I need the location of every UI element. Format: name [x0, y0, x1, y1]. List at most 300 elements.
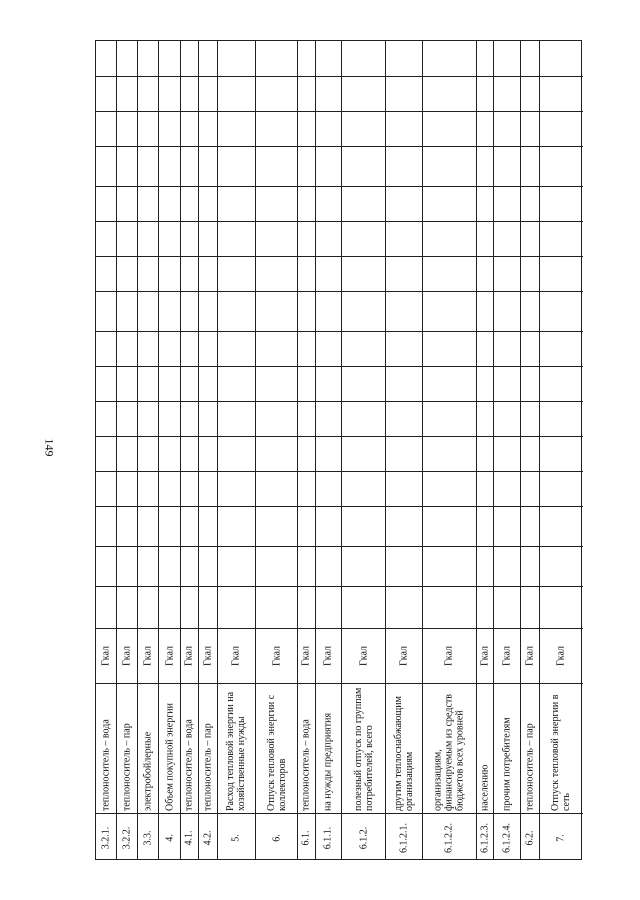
grid-line [218, 366, 255, 367]
grid-line [159, 146, 180, 147]
grid-line [256, 291, 297, 292]
unit-text: Гкал [100, 645, 112, 667]
grid-line [199, 471, 217, 472]
grid-line [316, 76, 342, 77]
number-text: 5. [230, 833, 242, 842]
grid-line [386, 401, 421, 402]
unit-cell [477, 628, 493, 683]
unit-text: Гкал [121, 645, 133, 667]
grid-line [181, 111, 197, 112]
grid-line [256, 546, 297, 547]
grid-line [298, 331, 314, 332]
grid-line [117, 586, 137, 587]
table-row [138, 41, 159, 859]
grid-line [159, 471, 180, 472]
unit-text: Гкал [183, 645, 195, 667]
name-text: Отпуск тепловой энергии в сеть [550, 693, 573, 811]
grid-line [540, 186, 583, 187]
grid-line [181, 586, 197, 587]
grid-line [181, 146, 197, 147]
grid-line [298, 546, 314, 547]
grid-line [477, 546, 493, 547]
name-text: теплоноситель – пар [202, 722, 214, 811]
grid-line [138, 221, 158, 222]
grid-line [316, 111, 342, 112]
grid-line [540, 546, 583, 547]
grid-line [423, 546, 476, 547]
name-text: теплоноситель – вода [183, 718, 195, 811]
grid-line [138, 111, 158, 112]
grid-line [521, 366, 539, 367]
grid-line [316, 401, 342, 402]
grid-line [423, 146, 476, 147]
grid-line [477, 366, 493, 367]
name-text: другим теплоснабжающим организациям [393, 695, 416, 811]
grid-line [298, 366, 314, 367]
grid-line [199, 586, 217, 587]
grid-line [423, 331, 476, 332]
grid-line [477, 111, 493, 112]
name-text: теплоноситель – пар [524, 722, 536, 811]
grid-line [477, 221, 493, 222]
number-text: 4.1. [183, 830, 195, 845]
grid-line [316, 506, 342, 507]
grid-line [218, 586, 255, 587]
grid-line [96, 221, 116, 222]
grid-line [218, 76, 255, 77]
number-cell [218, 813, 255, 861]
number-text: 3.2.1. [100, 826, 112, 849]
number-cell [477, 813, 493, 861]
unit-cell [521, 628, 539, 683]
grid-line [159, 506, 180, 507]
grid-line [138, 436, 158, 437]
grid-line [316, 146, 342, 147]
grid-line [494, 546, 520, 547]
name-cell [521, 683, 539, 813]
grid-line [117, 186, 137, 187]
number-text: 6.1.2. [358, 826, 370, 849]
grid-line [96, 331, 116, 332]
grid-line [316, 366, 342, 367]
unit-text: Гкал [398, 645, 410, 667]
name-text: теплоноситель – вода [100, 718, 112, 811]
name-cell [218, 683, 255, 813]
number-cell [423, 813, 476, 861]
number-text: 6.1.1. [322, 826, 334, 849]
grid-line [423, 111, 476, 112]
grid-line [159, 291, 180, 292]
grid-line [386, 436, 421, 437]
grid-line [540, 76, 583, 77]
grid-line [298, 436, 314, 437]
grid-line [423, 436, 476, 437]
unit-cell [218, 628, 255, 683]
grid-line [423, 256, 476, 257]
number-cell [342, 813, 385, 861]
grid-line [96, 506, 116, 507]
name-text: полезный отпуск по группам потребителей, всего [352, 687, 375, 811]
grid-line [298, 76, 314, 77]
grid-line [477, 436, 493, 437]
name-text: теплоноситель – вода [300, 718, 312, 811]
grid-line [159, 256, 180, 257]
grid-line [138, 471, 158, 472]
grid-line [218, 111, 255, 112]
unit-cell [117, 628, 137, 683]
grid-line [521, 471, 539, 472]
grid-line [138, 186, 158, 187]
grid-line [96, 111, 116, 112]
grid-line [117, 366, 137, 367]
grid-line [298, 186, 314, 187]
number-cell [117, 813, 137, 861]
grid-line [218, 331, 255, 332]
grid-line [96, 146, 116, 147]
grid-line [494, 471, 520, 472]
grid-line [159, 331, 180, 332]
unit-cell [540, 628, 583, 683]
grid-line [159, 221, 180, 222]
grid-line [218, 146, 255, 147]
number-cell [256, 813, 297, 861]
grid-line [540, 146, 583, 147]
name-cell [342, 683, 385, 813]
unit-text: Гкал [322, 645, 334, 667]
grid-line [494, 506, 520, 507]
grid-line [199, 506, 217, 507]
grid-line [494, 586, 520, 587]
number-text: 3.2.2. [121, 826, 133, 849]
grid-line [218, 436, 255, 437]
grid-line [96, 586, 116, 587]
grid-line [138, 401, 158, 402]
grid-line [477, 256, 493, 257]
unit-text: Гкал [300, 645, 312, 667]
grid-line [96, 256, 116, 257]
name-cell [138, 683, 158, 813]
number-text: 6.1. [300, 830, 312, 845]
grid-line [117, 146, 137, 147]
grid-line [521, 76, 539, 77]
grid-line [181, 436, 197, 437]
name-cell [181, 683, 197, 813]
number-cell [138, 813, 158, 861]
number-cell [96, 813, 116, 861]
grid-line [256, 436, 297, 437]
grid-line [316, 186, 342, 187]
grid-line [342, 506, 385, 507]
grid-line [256, 221, 297, 222]
unit-text: Гкал [271, 645, 283, 667]
grid-line [117, 471, 137, 472]
unit-cell [298, 628, 314, 683]
grid-line [477, 506, 493, 507]
grid-line [521, 506, 539, 507]
number-cell [199, 813, 217, 861]
name-text: прочим потребителям [501, 716, 513, 811]
table-row [540, 41, 583, 859]
grid-line [316, 291, 342, 292]
name-cell [423, 683, 476, 813]
table-row [521, 41, 540, 859]
unit-cell [423, 628, 476, 683]
grid-line [298, 291, 314, 292]
grid-line [199, 221, 217, 222]
number-text: 4.2. [202, 830, 214, 845]
name-cell [386, 683, 421, 813]
grid-line [199, 76, 217, 77]
grid-line [96, 366, 116, 367]
grid-line [342, 401, 385, 402]
unit-text: Гкал [142, 645, 154, 667]
table-row [181, 41, 198, 859]
grid-line [540, 256, 583, 257]
table-row [256, 41, 298, 859]
name-text: организациям, финансируемым из средств бюджетов всех уровней [432, 693, 466, 811]
grid-line [477, 331, 493, 332]
grid-line [342, 186, 385, 187]
table-row [199, 41, 218, 859]
unit-text: Гкал [501, 645, 513, 667]
grid-line [181, 366, 197, 367]
grid-line [342, 111, 385, 112]
grid-line [423, 76, 476, 77]
table-row [342, 41, 386, 859]
grid-line [181, 506, 197, 507]
number-cell [494, 813, 520, 861]
unit-text: Гкал [443, 645, 455, 667]
name-cell [96, 683, 116, 813]
grid-line [342, 366, 385, 367]
grid-line [386, 506, 421, 507]
grid-line [386, 256, 421, 257]
grid-line [256, 111, 297, 112]
grid-line [316, 436, 342, 437]
grid-line [342, 256, 385, 257]
grid-line [117, 506, 137, 507]
name-cell [494, 683, 520, 813]
grid-line [423, 221, 476, 222]
unit-text: Гкал [555, 645, 567, 667]
grid-line [159, 436, 180, 437]
number-cell [386, 813, 421, 861]
grid-line [477, 146, 493, 147]
grid-line [117, 546, 137, 547]
grid-line [159, 366, 180, 367]
number-cell [298, 813, 314, 861]
grid-line [540, 111, 583, 112]
grid-line [342, 436, 385, 437]
grid-line [342, 471, 385, 472]
grid-line [256, 76, 297, 77]
grid-line [521, 331, 539, 332]
unit-cell [256, 628, 297, 683]
grid-line [138, 76, 158, 77]
grid-line [494, 146, 520, 147]
grid-line [117, 76, 137, 77]
grid-line [342, 291, 385, 292]
name-cell [477, 683, 493, 813]
grid-line [218, 256, 255, 257]
grid-line [199, 436, 217, 437]
number-cell [181, 813, 197, 861]
grid-line [199, 401, 217, 402]
unit-cell [159, 628, 180, 683]
grid-line [199, 186, 217, 187]
number-text: 3.3. [142, 830, 154, 845]
grid-line [159, 401, 180, 402]
grid-line [117, 291, 137, 292]
grid-line [181, 186, 197, 187]
grid-line [256, 586, 297, 587]
grid-line [199, 256, 217, 257]
grid-line [256, 506, 297, 507]
grid-line [494, 76, 520, 77]
grid-line [342, 331, 385, 332]
grid-line [342, 546, 385, 547]
grid-line [423, 586, 476, 587]
grid-line [342, 221, 385, 222]
grid-line [342, 76, 385, 77]
unit-cell [199, 628, 217, 683]
table-row [96, 41, 117, 859]
grid-line [218, 506, 255, 507]
unit-text: Гкал [202, 645, 214, 667]
grid-line [138, 506, 158, 507]
unit-cell [316, 628, 342, 683]
unit-text: Гкал [524, 645, 536, 667]
grid-line [540, 586, 583, 587]
grid-line [256, 401, 297, 402]
number-text: 6.1.2.1. [398, 822, 410, 853]
grid-line [181, 331, 197, 332]
table-row [117, 41, 138, 859]
grid-line [138, 546, 158, 547]
grid-line [218, 291, 255, 292]
grid-line [494, 256, 520, 257]
grid-line [342, 146, 385, 147]
grid-line [96, 291, 116, 292]
grid-line [199, 146, 217, 147]
grid-line [159, 546, 180, 547]
table-row [423, 41, 477, 859]
grid-line [386, 586, 421, 587]
grid-line [117, 221, 137, 222]
grid-line [386, 111, 421, 112]
grid-line [540, 471, 583, 472]
grid-line [521, 586, 539, 587]
grid-line [521, 221, 539, 222]
grid-line [316, 471, 342, 472]
grid-line [386, 291, 421, 292]
grid-line [521, 436, 539, 437]
grid-line [477, 401, 493, 402]
grid-line [181, 291, 197, 292]
name-cell [316, 683, 342, 813]
name-cell [199, 683, 217, 813]
grid-line [540, 291, 583, 292]
grid-line [218, 471, 255, 472]
grid-line [159, 111, 180, 112]
name-text: Расход тепловой энергии на хозяйственные нужды [225, 691, 248, 811]
grid-line [96, 401, 116, 402]
grid-line [494, 401, 520, 402]
table-row [477, 41, 494, 859]
grid-line [256, 331, 297, 332]
grid-line [477, 586, 493, 587]
grid-line [386, 366, 421, 367]
name-text: теплоноситель – пар [121, 722, 133, 811]
grid-line [181, 221, 197, 222]
grid-line [218, 186, 255, 187]
grid-line [181, 471, 197, 472]
grid-line [298, 221, 314, 222]
grid-line [181, 401, 197, 402]
grid-line [521, 401, 539, 402]
grid-line [423, 506, 476, 507]
grid-line [494, 436, 520, 437]
grid-line [138, 291, 158, 292]
grid-line [477, 291, 493, 292]
name-text: электробойлерные [142, 731, 154, 811]
grid-line [256, 146, 297, 147]
grid-line [298, 146, 314, 147]
grid-line [96, 436, 116, 437]
grid-line [199, 366, 217, 367]
grid-line [540, 221, 583, 222]
grid-line [181, 256, 197, 257]
grid-line [117, 256, 137, 257]
grid-line [117, 331, 137, 332]
number-text: 6.1.2.4. [501, 822, 513, 853]
grid-line [256, 366, 297, 367]
grid-line [316, 586, 342, 587]
unit-cell [494, 628, 520, 683]
grid-line [199, 331, 217, 332]
grid-line [181, 546, 197, 547]
number-cell [316, 813, 342, 861]
grid-line [316, 331, 342, 332]
grid-line [298, 471, 314, 472]
name-cell [298, 683, 314, 813]
grid-line [298, 256, 314, 257]
grid-line [477, 76, 493, 77]
unit-text: Гкал [479, 645, 491, 667]
grid-line [494, 331, 520, 332]
number-text: 6.1.2.2. [443, 822, 455, 853]
grid-line [256, 256, 297, 257]
grid-line [181, 76, 197, 77]
grid-line [494, 366, 520, 367]
grid-line [386, 146, 421, 147]
grid-line [423, 366, 476, 367]
grid-line [138, 146, 158, 147]
grid-line [521, 546, 539, 547]
grid-line [218, 546, 255, 547]
grid-line [218, 401, 255, 402]
unit-cell [138, 628, 158, 683]
name-cell [256, 683, 297, 813]
unit-cell [181, 628, 197, 683]
name-cell [159, 683, 180, 813]
grid-line [138, 366, 158, 367]
table-row [159, 41, 181, 859]
grid-line [138, 586, 158, 587]
number-text: 4. [164, 833, 176, 842]
grid-line [540, 331, 583, 332]
name-text: населению [479, 764, 491, 811]
